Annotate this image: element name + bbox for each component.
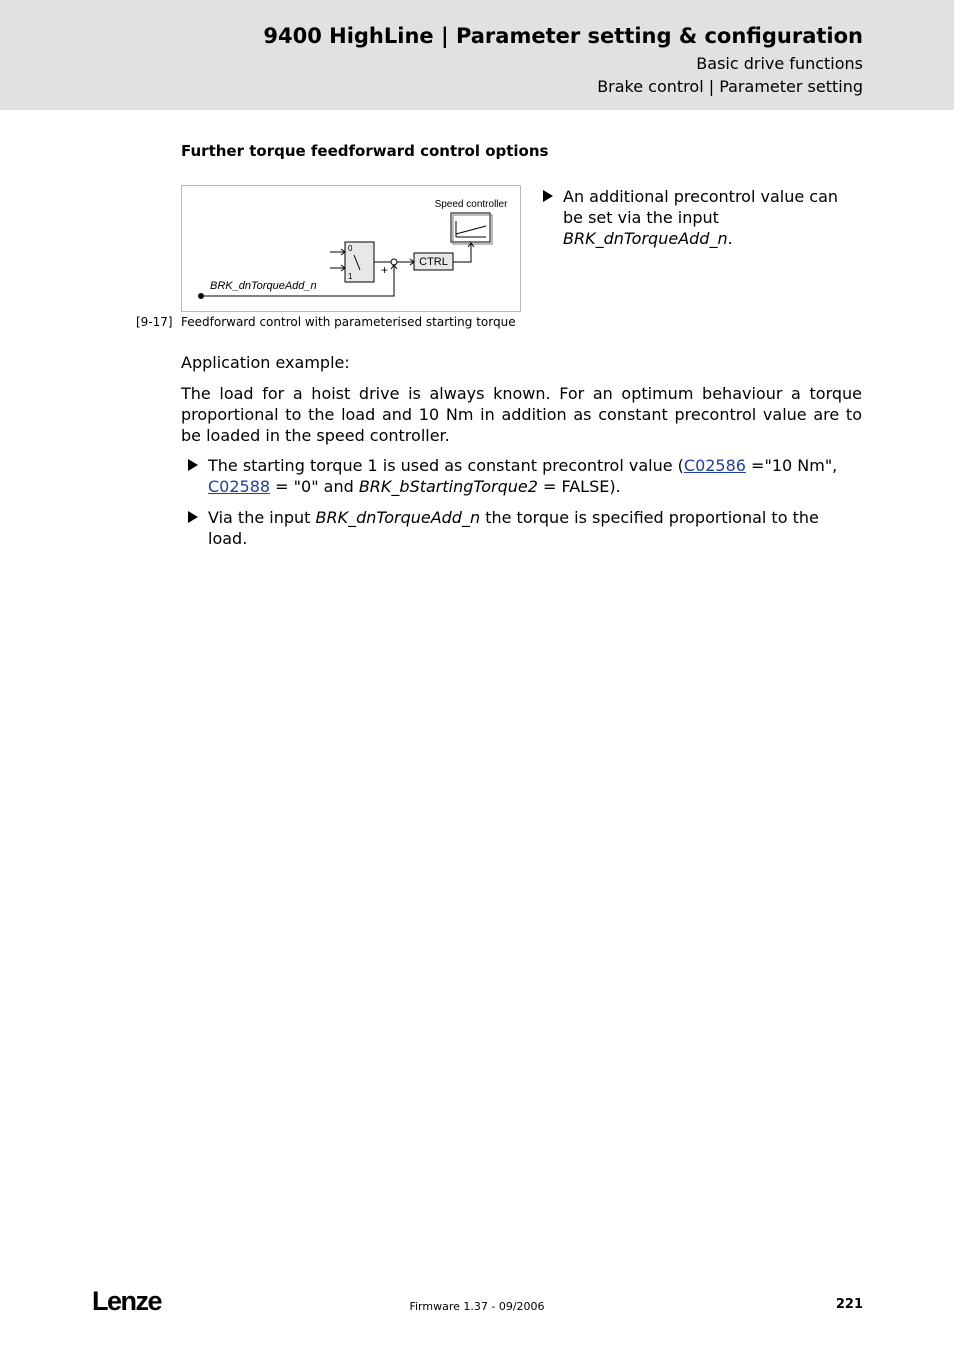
firmware-version: Firmware 1.37 - 09/2006 [409, 1300, 545, 1313]
section-subtitle: Brake control | Parameter setting [597, 77, 863, 96]
body-paragraph: The load for a hoist drive is always known. For an optimum behaviour a torque proportional to the load and 10 Nm in addition as constant precontrol value are to be loaded in the speed controller. [181, 384, 862, 445]
text-part: = FALSE). [537, 477, 621, 496]
list-item [186, 455, 862, 497]
signal-name: BRK_bStartingTorque2 [358, 477, 538, 496]
bullet-arrow-icon [543, 190, 553, 202]
page-header [0, 0, 954, 110]
input-signal-label: BRK_dnTorqueAdd_n [210, 280, 317, 292]
diagram-svg [182, 186, 522, 313]
section-heading: Further torque feedforward control options [181, 142, 549, 160]
list-item-text [208, 507, 862, 549]
text-part: ="10 Nm", [745, 456, 838, 475]
speed-controller-label: Speed controller [434, 199, 508, 210]
bullet-arrow-icon [188, 459, 198, 471]
list-item [186, 507, 862, 549]
document-title: 9400 HighLine | Parameter setting & configuration [263, 24, 863, 48]
list-item-text [208, 455, 862, 497]
lenze-logo-text: Lenze [92, 1286, 162, 1316]
switch-label-1: 1 [348, 272, 353, 281]
figure-caption-text: Feedforward control with parameterised starting torque [181, 315, 516, 329]
side-note-text-part: An additional precontrol value can be set via the input [563, 187, 839, 227]
speed-controller-block [451, 213, 490, 242]
link-c02586[interactable]: C02586 [683, 456, 746, 475]
figure-caption [136, 315, 516, 329]
side-note [541, 186, 861, 249]
text-part: The starting torque 1 is used as constant precontrol value ( [208, 456, 684, 475]
text-part: Via the input [208, 508, 316, 527]
figure-number: [9-17] [136, 315, 173, 329]
application-example-label: Application example: [181, 353, 350, 372]
side-note-text [563, 186, 861, 249]
page-number: 221 [835, 1297, 863, 1312]
text-part: the torque is specified proportional to the load. [208, 508, 819, 548]
block-diagram [181, 185, 521, 312]
switch-label-0: 0 [348, 244, 353, 253]
summing-junction [391, 259, 397, 265]
side-note-signal: BRK_dnTorqueAdd_n [563, 229, 728, 248]
signal-name: BRK_dnTorqueAdd_n [315, 508, 481, 527]
ctrl-label: CTRL [419, 256, 448, 268]
link-c02588[interactable]: C02588 [208, 477, 271, 496]
plus-sign: + [381, 263, 389, 277]
arrow-to-ctrl [397, 259, 414, 265]
bullet-arrow-icon [188, 511, 198, 523]
side-note-text-end: . [727, 229, 733, 248]
chapter-subtitle: Basic drive functions [696, 54, 863, 73]
text-part: = "0" and [270, 477, 359, 496]
ctrl-to-controller-line [453, 243, 474, 262]
